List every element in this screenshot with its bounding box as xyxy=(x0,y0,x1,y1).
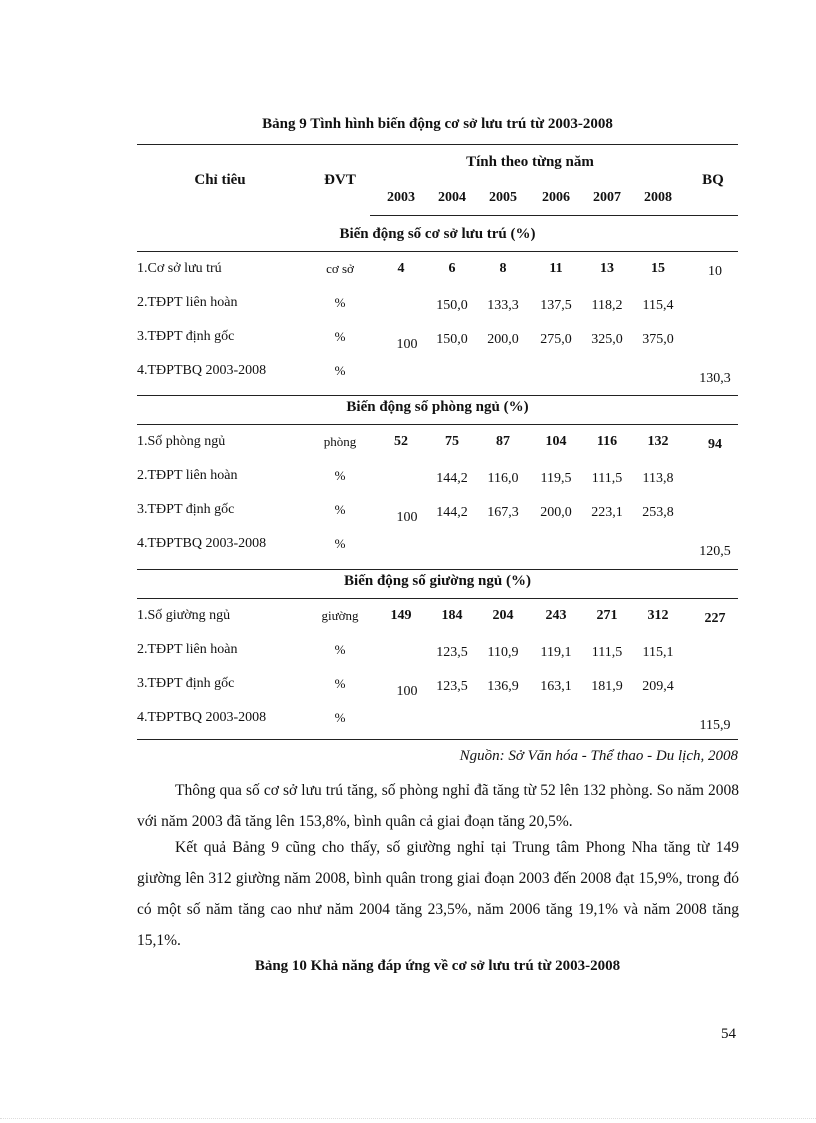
row-unit: % xyxy=(334,363,346,378)
table-cell: 116 xyxy=(596,434,618,449)
row-label: 3.TĐPT định gốc xyxy=(137,676,235,691)
section-rule xyxy=(137,598,738,599)
table-cell: 223,1 xyxy=(591,505,623,520)
table-cell: 87 xyxy=(496,434,510,449)
table-cell: 104 xyxy=(545,434,567,449)
row-unit: % xyxy=(334,642,346,657)
table-cell: 200,0 xyxy=(487,332,519,347)
row-label: 4.TĐPTBQ 2003-2008 xyxy=(137,536,267,551)
table-top-rule xyxy=(137,144,738,145)
row-unit: % xyxy=(334,329,346,344)
section-top-rule xyxy=(137,569,738,570)
table-cell: 144,2 xyxy=(436,505,468,520)
row-label: 2.TĐPT liên hoàn xyxy=(137,295,238,310)
table-cell: 100 xyxy=(396,510,418,525)
table-cell: 133,3 xyxy=(487,298,519,313)
row-unit: cơ sở xyxy=(326,261,354,276)
table-cell-bq: 227 xyxy=(704,611,726,626)
table-cell: 275,0 xyxy=(540,332,572,347)
paragraph-1: Thông qua số cơ sở lưu trú tăng, số phòng nghỉ đã tăng từ 52 lên 132 phòng. So năm 2008 với năm 2003 đã tăng lên 153,8%, bình quân cả giai đoạn tăng 20,5%. xyxy=(137,782,739,830)
table-cell-bq: 10 xyxy=(708,264,722,279)
table-cell: 253,8 xyxy=(642,505,674,520)
table-cell: 119,1 xyxy=(540,645,572,660)
row-label: 2.TĐPT liên hoàn xyxy=(137,468,238,483)
section-rule xyxy=(137,424,738,425)
table-cell: 6 xyxy=(448,261,456,276)
table-bottom-rule xyxy=(137,739,738,740)
table-cell: 111,5 xyxy=(591,471,623,486)
table-cell: 115,1 xyxy=(642,645,674,660)
table-cell: 123,5 xyxy=(436,645,468,660)
table-9-caption: Bảng 9 Tình hình biến động cơ sở lưu trú từ 2003-2008 xyxy=(262,116,613,132)
table-cell: 111,5 xyxy=(591,645,623,660)
row-unit: phòng xyxy=(323,434,357,449)
table-cell: 137,5 xyxy=(540,298,572,313)
table-cell-bq: 94 xyxy=(708,437,722,452)
row-label: 1.Số phòng ngủ xyxy=(137,434,226,449)
header-unit: ĐVT xyxy=(324,172,356,188)
table-cell: 11 xyxy=(549,261,563,276)
table-cell: 115,4 xyxy=(642,298,674,313)
section-rule xyxy=(137,251,738,252)
row-unit: % xyxy=(334,502,346,517)
table-cell: 136,9 xyxy=(487,679,519,694)
table-cell: 113,8 xyxy=(642,471,674,486)
table-cell: 116,0 xyxy=(487,471,519,486)
row-unit: % xyxy=(334,676,346,691)
table-cell: 312 xyxy=(647,608,669,623)
year-header-3: 2006 xyxy=(542,190,570,205)
table-cell: 150,0 xyxy=(436,298,468,313)
year-header-1: 2004 xyxy=(438,190,466,205)
year-header-0: 2003 xyxy=(387,190,415,205)
table-cell: 325,0 xyxy=(591,332,623,347)
table-cell: 118,2 xyxy=(591,298,623,313)
header-by-year: Tính theo từng năm xyxy=(466,154,594,170)
table-cell: 52 xyxy=(394,434,408,449)
table-cell: 100 xyxy=(396,684,418,699)
table-cell: 75 xyxy=(445,434,459,449)
row-label: 4.TĐPTBQ 2003-2008 xyxy=(137,363,267,378)
table-cell: 15 xyxy=(651,261,665,276)
table-cell: 144,2 xyxy=(436,471,468,486)
row-label: 1.Cơ sở lưu trú xyxy=(137,261,222,276)
table-cell-bq: 115,9 xyxy=(699,718,731,733)
table-cell: 13 xyxy=(600,261,614,276)
page-number: 54 xyxy=(721,1026,736,1042)
table-source: Nguồn: Sở Văn hóa - Thể thao - Du lịch, 2008 xyxy=(459,748,738,764)
table-cell: 163,1 xyxy=(540,679,572,694)
table-cell: 110,9 xyxy=(487,645,519,660)
paragraph-2: Kết quả Bảng 9 cũng cho thấy, số giường nghỉ tại Trung tâm Phong Nha tăng từ 149 giường lên 312 giường năm 2008, bình quân trong giai đoạn 2003 đến 2008 đạt 15,9%, trong đó có một số năm tăng cao như năm 2004 tăng 23,5%, năm 2006 tăng 19,1% và năm 2008 tăng 15,1%. xyxy=(137,839,739,949)
table-cell: 375,0 xyxy=(642,332,674,347)
year-header-rule xyxy=(370,215,738,216)
year-header-4: 2007 xyxy=(593,190,621,205)
row-unit: giường xyxy=(321,608,359,623)
page-footer-rule xyxy=(0,1118,816,1119)
table-cell: 8 xyxy=(499,261,507,276)
row-label: 1.Số giường ngủ xyxy=(137,608,231,623)
table-cell: 181,9 xyxy=(591,679,623,694)
year-header-2: 2005 xyxy=(489,190,517,205)
table-cell: 100 xyxy=(396,337,418,352)
row-label: 3.TĐPT định gốc xyxy=(137,502,235,517)
row-unit: % xyxy=(334,468,346,483)
year-header-5: 2008 xyxy=(644,190,672,205)
row-unit: % xyxy=(334,536,346,551)
table-cell: 149 xyxy=(390,608,412,623)
table-cell: 167,3 xyxy=(487,505,519,520)
table-cell: 150,0 xyxy=(436,332,468,347)
table-cell: 4 xyxy=(397,261,405,276)
row-label: 4.TĐPTBQ 2003-2008 xyxy=(137,710,267,725)
table-cell-bq: 120,5 xyxy=(699,544,731,559)
section-title: Biến động số phòng ngủ (%) xyxy=(346,399,529,415)
table-cell: 132 xyxy=(647,434,669,449)
section-title: Biến động số cơ sở lưu trú (%) xyxy=(339,226,536,242)
header-indicator: Chỉ tiêu xyxy=(194,172,246,188)
table-cell: 123,5 xyxy=(436,679,468,694)
table-cell: 243 xyxy=(545,608,567,623)
table-10-caption: Bảng 10 Khả năng đáp ứng về cơ sở lưu trú từ 2003-2008 xyxy=(254,958,621,974)
table-cell-bq: 130,3 xyxy=(699,371,731,386)
row-label: 3.TĐPT định gốc xyxy=(137,329,235,344)
section-top-rule xyxy=(137,395,738,396)
table-cell: 119,5 xyxy=(540,471,572,486)
table-cell: 200,0 xyxy=(540,505,572,520)
header-avg: BQ xyxy=(702,172,724,188)
table-cell: 204 xyxy=(492,608,514,623)
table-cell: 184 xyxy=(441,608,463,623)
section-title: Biến động số giường ngủ (%) xyxy=(344,573,531,589)
table-cell: 271 xyxy=(596,608,618,623)
row-unit: % xyxy=(334,295,346,310)
table-cell: 209,4 xyxy=(642,679,674,694)
row-label: 2.TĐPT liên hoàn xyxy=(137,642,238,657)
row-unit: % xyxy=(334,710,346,725)
